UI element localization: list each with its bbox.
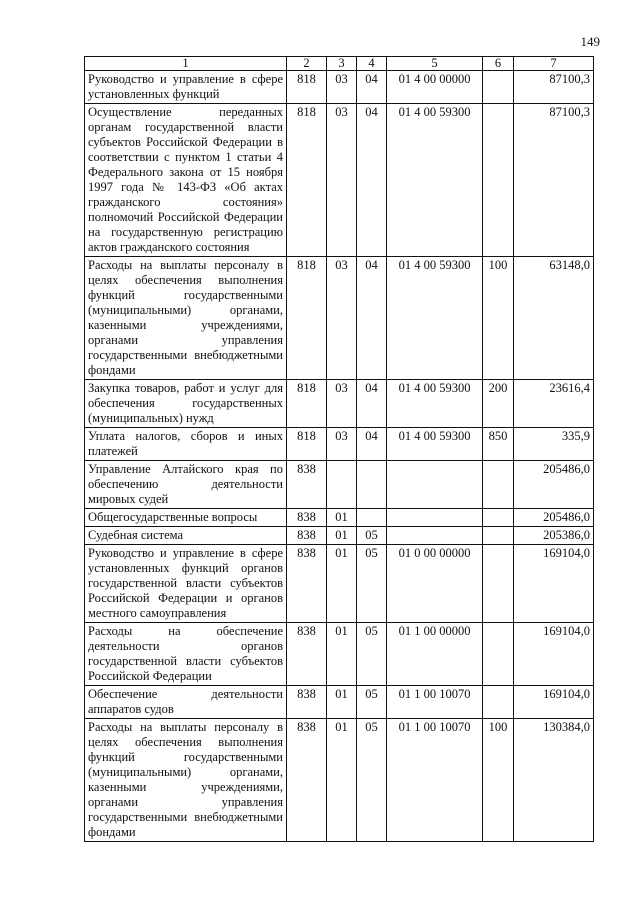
- row-amount: 205486,0: [514, 461, 594, 509]
- row-name: Расходы на обеспечение деятельности органов государственной власти субъектов Российской Федерации: [85, 623, 287, 686]
- table-row: [85, 686, 594, 719]
- row-section: 03: [327, 71, 357, 104]
- row-ministry: 818: [287, 71, 327, 104]
- table-header-row: [85, 57, 594, 71]
- row-subsection: 04: [357, 257, 387, 380]
- row-target: 01 4 00 00000: [387, 71, 483, 104]
- row-expense: [483, 623, 514, 686]
- table-row: [85, 527, 594, 545]
- table-row: [85, 719, 594, 842]
- row-ministry: 838: [287, 623, 327, 686]
- row-ministry: 838: [287, 527, 327, 545]
- row-target: [387, 461, 483, 509]
- row-amount: 205386,0: [514, 527, 594, 545]
- row-ministry: 838: [287, 686, 327, 719]
- row-name: Управление Алтайского края по обеспечению деятельности мировых судей: [85, 461, 287, 509]
- row-expense: [483, 104, 514, 257]
- row-subsection: 05: [357, 545, 387, 623]
- row-amount: 169104,0: [514, 686, 594, 719]
- header-col-1: 1: [85, 57, 287, 71]
- table-row: [85, 623, 594, 686]
- row-target: 01 1 00 00000: [387, 623, 483, 686]
- header-col-6: 6: [483, 57, 514, 71]
- row-amount: 23616,4: [514, 380, 594, 428]
- row-section: [327, 461, 357, 509]
- row-target: [387, 527, 483, 545]
- row-target: 01 4 00 59300: [387, 104, 483, 257]
- row-amount: 63148,0: [514, 257, 594, 380]
- row-expense: [483, 71, 514, 104]
- row-expense: 100: [483, 257, 514, 380]
- row-expense: [483, 461, 514, 509]
- row-expense: 100: [483, 719, 514, 842]
- row-name: Расходы на выплаты персоналу в целях обеспечения выполнения функций государственными (муниципальными) органами, казенными учреждениями, органами управления государственными внебюджетными фондами: [85, 257, 287, 380]
- row-subsection: 05: [357, 527, 387, 545]
- budget-table: [84, 56, 594, 842]
- row-name: Руководство и управление в сфере установленных функций органов государственной власти субъектов Российской Федерации и органов местного самоуправления: [85, 545, 287, 623]
- row-subsection: 04: [357, 71, 387, 104]
- row-name: Уплата налогов, сборов и иных платежей: [85, 428, 287, 461]
- row-subsection: 05: [357, 686, 387, 719]
- row-ministry: 818: [287, 104, 327, 257]
- row-ministry: 838: [287, 545, 327, 623]
- row-amount: 87100,3: [514, 104, 594, 257]
- row-name: Обеспечение деятельности аппаратов судов: [85, 686, 287, 719]
- table-row: [85, 428, 594, 461]
- row-target: 01 4 00 59300: [387, 380, 483, 428]
- row-ministry: 838: [287, 719, 327, 842]
- row-subsection: [357, 509, 387, 527]
- row-subsection: 04: [357, 104, 387, 257]
- row-section: 01: [327, 509, 357, 527]
- table-row: [85, 71, 594, 104]
- row-subsection: 04: [357, 428, 387, 461]
- row-expense: [483, 686, 514, 719]
- table-row: [85, 104, 594, 257]
- row-expense: [483, 509, 514, 527]
- row-name: Судебная система: [85, 527, 287, 545]
- row-section: 01: [327, 686, 357, 719]
- row-ministry: 838: [287, 461, 327, 509]
- row-target: 01 1 00 10070: [387, 719, 483, 842]
- table-row: [85, 461, 594, 509]
- row-section: 03: [327, 257, 357, 380]
- row-section: 01: [327, 527, 357, 545]
- row-section: 03: [327, 428, 357, 461]
- row-section: 03: [327, 380, 357, 428]
- row-name: Осуществление переданных органам государственной власти субъектов Российской Федерации в соответствии с пунктом 1 статьи 4 Федерального закона от 15 ноября 1997 года № 143-ФЗ «Об актах гражданского состояния» полномочий Российской Федерации на государственную регистрацию актов гражданского состояния: [85, 104, 287, 257]
- header-col-5: 5: [387, 57, 483, 71]
- row-amount: 335,9: [514, 428, 594, 461]
- table-row: [85, 380, 594, 428]
- row-section: 01: [327, 623, 357, 686]
- row-ministry: 818: [287, 428, 327, 461]
- row-subsection: 05: [357, 623, 387, 686]
- row-section: 03: [327, 104, 357, 257]
- header-col-4: 4: [357, 57, 387, 71]
- row-name: Общегосударственные вопросы: [85, 509, 287, 527]
- row-name: Расходы на выплаты персоналу в целях обеспечения выполнения функций государственными (муниципальными) органами, казенными учреждениями, органами управления государственными внебюджетными фондами: [85, 719, 287, 842]
- row-subsection: [357, 461, 387, 509]
- table-row: [85, 509, 594, 527]
- page-number: 149: [580, 34, 600, 49]
- row-ministry: 838: [287, 509, 327, 527]
- row-amount: 169104,0: [514, 545, 594, 623]
- row-amount: 169104,0: [514, 623, 594, 686]
- row-ministry: 818: [287, 380, 327, 428]
- row-target: 01 1 00 10070: [387, 686, 483, 719]
- row-section: 01: [327, 545, 357, 623]
- table-row: [85, 545, 594, 623]
- row-expense: 200: [483, 380, 514, 428]
- row-target: 01 0 00 00000: [387, 545, 483, 623]
- row-target: [387, 509, 483, 527]
- header-col-3: 3: [327, 57, 357, 71]
- row-subsection: 04: [357, 380, 387, 428]
- row-expense: [483, 545, 514, 623]
- row-amount: 130384,0: [514, 719, 594, 842]
- row-subsection: 05: [357, 719, 387, 842]
- row-expense: 850: [483, 428, 514, 461]
- row-amount: 205486,0: [514, 509, 594, 527]
- row-target: 01 4 00 59300: [387, 257, 483, 380]
- row-ministry: 818: [287, 257, 327, 380]
- row-amount: 87100,3: [514, 71, 594, 104]
- row-name: Руководство и управление в сфере установленных функций: [85, 71, 287, 104]
- header-col-7: 7: [514, 57, 594, 71]
- table-body: [85, 71, 594, 842]
- table-row: [85, 257, 594, 380]
- row-section: 01: [327, 719, 357, 842]
- header-col-2: 2: [287, 57, 327, 71]
- row-expense: [483, 527, 514, 545]
- row-name: Закупка товаров, работ и услуг для обеспечения государственных (муниципальных) нужд: [85, 380, 287, 428]
- row-target: 01 4 00 59300: [387, 428, 483, 461]
